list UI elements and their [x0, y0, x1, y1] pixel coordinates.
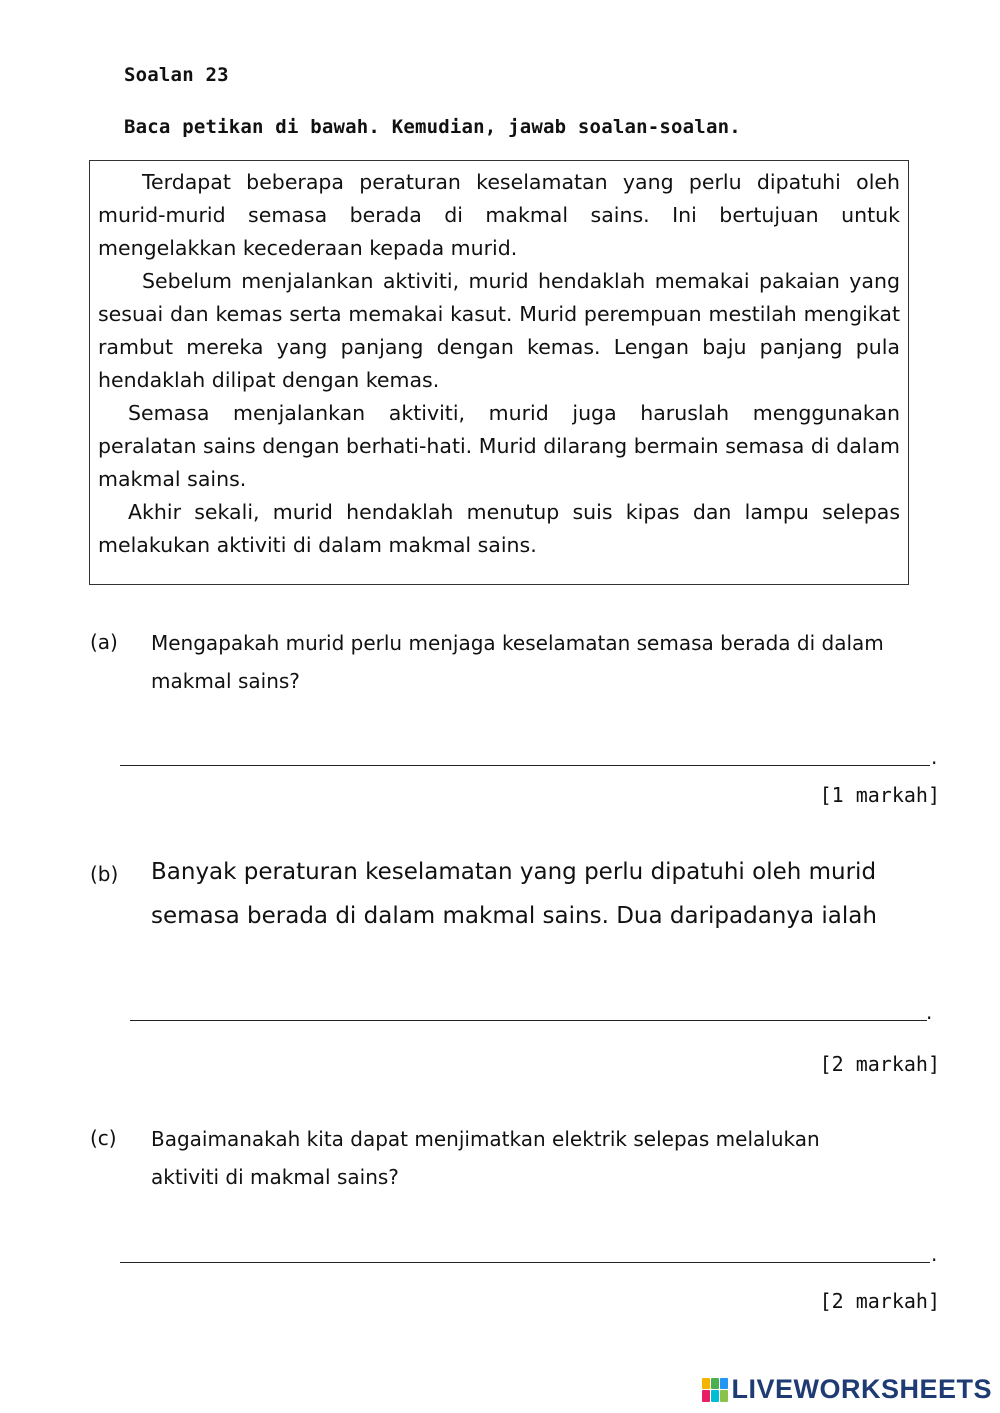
passage-paragraph-3: Semasa menjalankan aktiviti, murid juga haruslah menggunakan peralatan sains dengan berhati-hati. Murid dilarang bermain semasa di dalam makmal sains.: [98, 401, 900, 491]
reading-passage-box: [89, 160, 909, 585]
logo-text: LIVEWORKSHEETS: [731, 1374, 992, 1404]
marks-b: [2 markah]: [819, 1052, 940, 1076]
question-b-text: Banyak peraturan keselamatan yang perlu dipatuhi oleh murid semasa berada di dalam makmal sains. Dua daripadanya ialah: [151, 859, 877, 929]
liveworksheets-logo[interactable]: [702, 1374, 992, 1405]
instruction-text: Baca petikan di bawah. Kemudian, jawab soalan-soalan.: [124, 116, 741, 138]
question-b-letter: (b): [90, 862, 119, 886]
answer-line-b[interactable]: [130, 1020, 927, 1021]
passage-paragraph-4: Akhir sekali, murid hendaklah menutup suis kipas dan lampu selepas melakukan aktiviti di dalam makmal sains.: [98, 500, 900, 557]
answer-line-a-period: .: [931, 745, 938, 769]
question-title: Soalan 23: [124, 64, 229, 86]
question-a-text: Mengapakah murid perlu menjaga keselamatan semasa berada di dalam makmal sains?: [151, 631, 884, 693]
passage-paragraph-1: Terdapat beberapa peraturan keselamatan yang perlu dipatuhi oleh murid-murid semasa berada di makmal sains. Ini bertujuan untuk mengelakkan kecederaan kepada murid.: [98, 170, 900, 260]
passage-paragraph-2: Sebelum menjalankan aktiviti, murid hendaklah memakai pakaian yang sesuai dan kemas serta memakai kasut. Murid perempuan mestilah mengikat rambut mereka yang panjang dengan kemas. Lengan baju panjang pula hendaklah dilipat dengan kemas.: [98, 269, 900, 392]
answer-line-c-period: .: [931, 1242, 938, 1266]
liveworksheets-grid-icon: [702, 1378, 728, 1402]
marks-a: [1 markah]: [819, 783, 940, 807]
question-a-letter: (a): [90, 630, 118, 654]
answer-line-a[interactable]: [120, 765, 930, 766]
question-c-letter: (c): [90, 1126, 117, 1150]
answer-line-b-period: .: [926, 1000, 933, 1024]
marks-c: [2 markah]: [819, 1289, 940, 1313]
question-c-text: Bagaimanakah kita dapat menjimatkan elektrik selepas melalukan aktiviti di makmal sains?: [151, 1127, 820, 1189]
answer-line-c[interactable]: [120, 1262, 930, 1263]
